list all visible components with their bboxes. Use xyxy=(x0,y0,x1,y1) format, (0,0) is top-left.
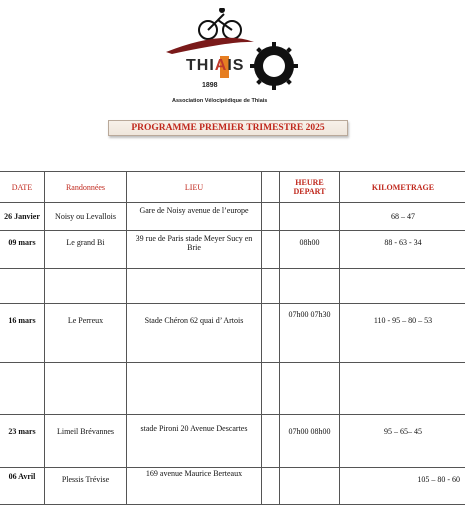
cell-lieu xyxy=(127,269,262,304)
cell-date: 16 mars xyxy=(0,304,45,363)
cell-heure: 07h00 07h30 xyxy=(280,304,340,363)
cell-date: 09 mars xyxy=(0,231,45,269)
cell-date: 23 mars xyxy=(0,415,45,468)
logo-year: 1898 xyxy=(202,82,218,89)
cell-km: 105 – 80 - 60 xyxy=(340,468,465,505)
cell-spacer xyxy=(262,363,280,415)
cell-randonnee: Noisy ou Levallois xyxy=(45,203,127,231)
table-row xyxy=(0,415,465,468)
header-heure: HEURE DEPART xyxy=(280,172,340,203)
cell-lieu: Stade Chéron 62 quai d’ Artois xyxy=(127,304,262,363)
table-row xyxy=(0,203,465,231)
cell-randonnee: Plessis Trévise xyxy=(45,468,127,505)
chainring-icon xyxy=(250,42,298,90)
logo-name-mid: A xyxy=(215,57,228,74)
cell-km xyxy=(340,269,465,304)
cell-randonnee xyxy=(45,269,127,304)
cell-date xyxy=(0,363,45,415)
table-row xyxy=(0,304,465,363)
header-lieu: LIEU xyxy=(127,172,262,203)
cell-heure: 08h00 xyxy=(280,231,340,269)
cell-spacer xyxy=(262,415,280,468)
cell-randonnee: Limeil Brévannes xyxy=(45,415,127,468)
program-title-banner: PROGRAMME PREMIER TRIMESTRE 2025 xyxy=(108,120,348,136)
program-table xyxy=(0,171,465,505)
swoosh-shape xyxy=(166,38,254,54)
cell-spacer xyxy=(262,269,280,304)
cell-spacer xyxy=(262,304,280,363)
table-row xyxy=(0,269,465,304)
header-randonnees: Randonnées xyxy=(45,172,127,203)
cell-date xyxy=(0,269,45,304)
table-row xyxy=(0,363,465,415)
cell-lieu: 39 rue de Paris stade Meyer Sucy en Brie xyxy=(127,231,262,269)
cell-heure: 07h00 08h00 xyxy=(280,415,340,468)
cell-heure xyxy=(280,269,340,304)
logo-name xyxy=(186,57,244,75)
table-header-row xyxy=(0,172,465,203)
cell-spacer xyxy=(262,468,280,505)
cell-lieu: 169 avenue Maurice Berteaux xyxy=(127,468,262,505)
cell-km: 88 - 63 - 34 xyxy=(340,231,465,269)
cell-spacer xyxy=(262,231,280,269)
cell-heure xyxy=(280,468,340,505)
cyclist-icon xyxy=(199,8,241,39)
cell-date: 06 Avril xyxy=(0,468,45,505)
cell-km: 95 – 65– 45 xyxy=(340,415,465,468)
logo-name-right: IS xyxy=(227,57,244,74)
cell-date: 26 Janvier xyxy=(0,203,45,231)
header-date: DATE xyxy=(0,172,45,203)
cell-spacer xyxy=(262,203,280,231)
logo-name-left: THI xyxy=(186,57,215,74)
logo-association: Association Vélocipédique de Thiais xyxy=(172,98,267,104)
cell-randonnee: Le Perreux xyxy=(45,304,127,363)
header-empty xyxy=(262,172,280,203)
cell-km xyxy=(340,363,465,415)
cell-randonnee xyxy=(45,363,127,415)
cell-heure xyxy=(280,363,340,415)
table-row xyxy=(0,468,465,505)
cell-lieu: Gare de Noisy avenue de l’europe xyxy=(127,203,262,231)
table-row xyxy=(0,231,465,269)
header-kilometrage: KILOMETRAGE xyxy=(340,172,465,203)
cell-km: 110 - 95 – 80 – 53 xyxy=(340,304,465,363)
cell-lieu xyxy=(127,363,262,415)
cell-randonnee: Le grand Bi xyxy=(45,231,127,269)
cell-lieu: stade Pironi 20 Avenue Descartes xyxy=(127,415,262,468)
cell-heure xyxy=(280,203,340,231)
cell-km: 68 – 47 xyxy=(340,203,465,231)
